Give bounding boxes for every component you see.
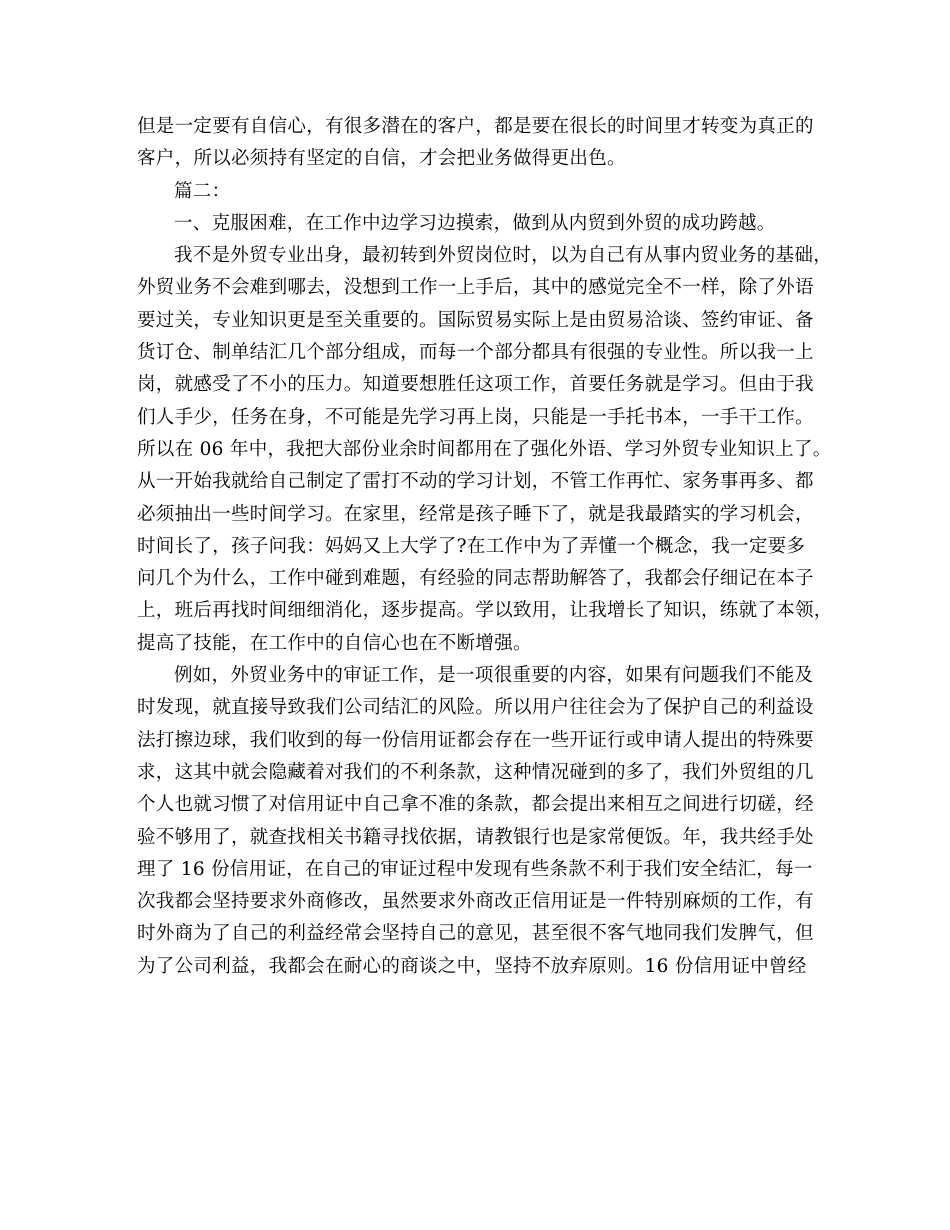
section-heading: 篇二：: [174, 180, 231, 202]
text-line: 所以在 06 年中，我把大部份业余时间都用在了强化外语、学习外贸专业知识上了。: [137, 438, 832, 460]
text-line: 时发现，就直接导致我们公司结汇的风险。所以用户往往会为了保护自己的利益设: [137, 697, 814, 719]
text-line: 求，这其中就会隐藏着对我们的不利条款，这种情况碰到的多了，我们外贸组的几: [137, 761, 814, 783]
text-line: 次我都会坚持要求外商修改，虽然要求外商改正信用证是一件特别麻烦的工作，有: [137, 891, 814, 913]
paragraph-start: 例如，外贸业务中的审证工作，是一项很重要的内容，如果有问题我们不能及: [174, 665, 814, 687]
text-line: 个人也就习惯了对信用证中自己拿不准的条款，都会提出来相互之间进行切磋，经: [137, 794, 814, 816]
text-line: 提高了技能，在工作中的自信心也在不断增强。: [137, 632, 532, 654]
text-line: 要过关，专业知识更是至关重要的。国际贸易实际上是由贸易洽谈、签约审证、备: [137, 309, 814, 331]
text-line: 从一开始我就给自己制定了雷打不动的学习计划，不管工作再忙、家务事再多、都: [137, 471, 814, 493]
text-line: 货订仓、制单结汇几个部分组成，而每一个部分都具有很强的专业性。所以我一上: [137, 342, 814, 364]
text-line: 岗，就感受了不小的压力。知道要想胜任这项工作，首要任务就是学习。但由于我: [137, 374, 814, 396]
text-line: 法打擦边球，我们收到的每一份信用证都会存在一些开证行或申请人提出的特殊要: [137, 729, 814, 751]
text-line: 但是一定要有自信心，有很多潜在的客户，都是要在很长的时间里才转变为真正的: [137, 116, 814, 137]
text-line: 们人手少，任务在身，不可能是先学习再上岗，只能是一手托书本，一手干工作。: [137, 406, 814, 428]
subsection-heading: 一、克服困难，在工作中边学习边摸索，做到从内贸到外贸的成功跨越。: [174, 212, 776, 234]
text-line: 上，班后再找时间细细消化，逐步提高。学以致用，让我增长了知识，练就了本领，: [137, 600, 833, 622]
text-line: 必须抽出一些时间学习。在家里，经常是孩子睡下了，就是我最踏实的学习机会，: [137, 503, 814, 525]
text-line: 外贸业务不会难到哪去，没想到工作一上手后，其中的感觉完全不一样，除了外语: [137, 277, 814, 299]
text-line: 时外商为了自己的利益经常会坚持自己的意见，甚至很不客气地同我们发脾气，但: [137, 923, 814, 945]
paragraph-start: 我不是外贸专业出身，最初转到外贸岗位时，以为自己有从事内贸业务的基础，: [174, 245, 833, 267]
document-body: [137, 111, 833, 983]
text-line: 理了 16 份信用证，在自己的审证过程中发现有些条款不利于我们安全结汇，每一: [137, 858, 813, 880]
text-line: 验不够用了，就查找相关书籍寻找依据，请教银行也是家常便饭。年，我共经手处: [137, 826, 814, 848]
text-line: 问几个为什么，工作中碰到难题，有经验的同志帮助解答了，我都会仔细记在本子: [137, 568, 814, 590]
text-line: 客户，所以必须持有坚定的自信，才会把业务做得更出色。: [137, 148, 626, 170]
text-line: 时间长了，孩子问我：妈妈又上大学了?在工作中为了弄懂一个概念，我一定要多: [137, 535, 806, 557]
text-line: 为了公司利益，我都会在耐心的商谈之中，坚持不放弃原则。16 份信用证中曾经: [137, 955, 807, 977]
